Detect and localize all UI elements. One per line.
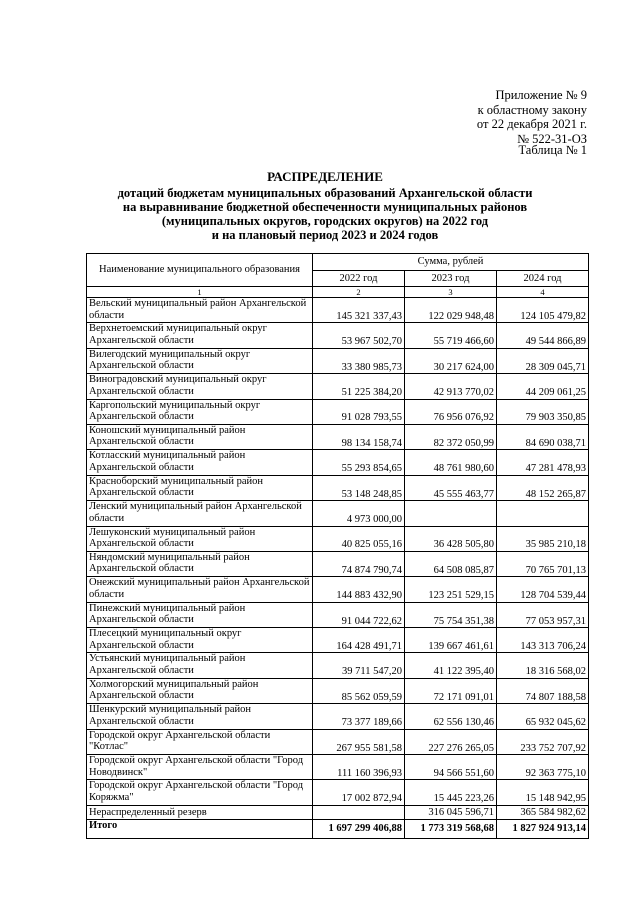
total-2022: 1 697 299 406,88 bbox=[313, 819, 405, 838]
row-name: Вилегодский муниципальный округ Архангельской области bbox=[87, 348, 313, 373]
value-2024: 143 313 706,24 bbox=[497, 628, 589, 653]
value-2023: 30 217 624,00 bbox=[405, 348, 497, 373]
row-name: Пинежский муниципальный район Архангельской области bbox=[87, 602, 313, 627]
row-name: Онежский муниципальный район Архангельской области bbox=[87, 577, 313, 602]
row-name: Ленский муниципальный район Архангельской области bbox=[87, 501, 313, 526]
table-row bbox=[87, 602, 589, 627]
table-row bbox=[87, 323, 589, 348]
value-2023: 72 171 091,01 bbox=[405, 678, 497, 703]
value-2022: 17 002 872,94 bbox=[313, 780, 405, 805]
distribution-table bbox=[86, 253, 589, 839]
value-2023: 139 667 461,61 bbox=[405, 628, 497, 653]
value-2022: 98 134 158,74 bbox=[313, 424, 405, 449]
title-main: РАСПРЕДЕЛЕНИЕ bbox=[267, 169, 383, 184]
value-2022: 39 711 547,20 bbox=[313, 653, 405, 678]
table-row bbox=[87, 348, 589, 373]
value-2023: 62 556 130,46 bbox=[405, 704, 497, 729]
table-row bbox=[87, 653, 589, 678]
value-2023 bbox=[405, 501, 497, 526]
row-name: Котласский муниципальный район Архангельской области bbox=[87, 450, 313, 475]
value-2023: 42 913 770,02 bbox=[405, 374, 497, 399]
column-header-sum: Сумма, рублей bbox=[313, 254, 589, 271]
value-2024: 79 903 350,85 bbox=[497, 399, 589, 424]
table-row bbox=[87, 577, 589, 602]
column-number: 4 bbox=[497, 287, 589, 298]
value-2024: 70 765 701,13 bbox=[497, 551, 589, 576]
value-2022: 53 967 502,70 bbox=[313, 323, 405, 348]
value-2023: 82 372 050,99 bbox=[405, 424, 497, 449]
value-2023: 122 029 948,48 bbox=[405, 298, 497, 323]
value-2022: 85 562 059,59 bbox=[313, 678, 405, 703]
value-2024: 65 932 045,62 bbox=[497, 704, 589, 729]
value-2022: 53 148 248,85 bbox=[313, 475, 405, 500]
row-name: Холмогорский муниципальный район Архангельской области bbox=[87, 678, 313, 703]
table-row bbox=[87, 704, 589, 729]
value-2022: 33 380 985,73 bbox=[313, 348, 405, 373]
table-row bbox=[87, 526, 589, 551]
value-2023: 75 754 351,38 bbox=[405, 602, 497, 627]
table-row bbox=[87, 628, 589, 653]
table-row bbox=[87, 450, 589, 475]
annex-line: от 22 декабря 2021 г. bbox=[476, 117, 587, 131]
value-2022: 91 044 722,62 bbox=[313, 602, 405, 627]
row-name: Коношский муниципальный район Архангельской области bbox=[87, 424, 313, 449]
value-2024 bbox=[497, 501, 589, 526]
value-2024: 365 584 982,62 bbox=[497, 805, 589, 819]
reserve-row bbox=[87, 805, 589, 819]
total-2024: 1 827 924 913,14 bbox=[497, 819, 589, 838]
total-label: Итого bbox=[87, 819, 313, 838]
table-row bbox=[87, 729, 589, 754]
annex-line: к областному закону bbox=[477, 102, 587, 117]
row-name: Плесецкий муниципальный округ Архангельской области bbox=[87, 628, 313, 653]
row-name: Каргопольский муниципальный округ Архангельской области bbox=[87, 399, 313, 424]
title-line: дотаций бюджетам муниципальных образований Архангельской области bbox=[117, 186, 533, 200]
value-2022: 40 825 055,16 bbox=[313, 526, 405, 551]
value-2022: 145 321 337,43 bbox=[313, 298, 405, 323]
value-2024: 77 053 957,31 bbox=[497, 602, 589, 627]
title-line: на выравнивание бюджетной обеспеченности муниципальных районов bbox=[122, 200, 528, 214]
column-header-name: Наименование муниципального образования bbox=[87, 254, 313, 287]
row-name: Шенкурский муниципальный район Архангельской области bbox=[87, 704, 313, 729]
row-name: Верхнетоемский муниципальный округ Архангельской области bbox=[87, 323, 313, 348]
table-row bbox=[87, 424, 589, 449]
title-line: (муниципальных округов, городских округов) на 2022 год bbox=[161, 214, 489, 228]
value-2022: 55 293 854,65 bbox=[313, 450, 405, 475]
value-2024: 18 316 568,02 bbox=[497, 653, 589, 678]
value-2024: 15 148 942,95 bbox=[497, 780, 589, 805]
total-2023: 1 773 319 568,68 bbox=[405, 819, 497, 838]
value-2024: 128 704 539,44 bbox=[497, 577, 589, 602]
value-2023: 316 045 596,71 bbox=[405, 805, 497, 819]
value-2022: 267 955 581,58 bbox=[313, 729, 405, 754]
value-2022: 73 377 189,66 bbox=[313, 704, 405, 729]
table-row bbox=[87, 551, 589, 576]
table-row bbox=[87, 755, 589, 780]
value-2022: 111 160 396,93 bbox=[313, 755, 405, 780]
table-row bbox=[87, 501, 589, 526]
total-row bbox=[87, 819, 589, 838]
column-header-year: 2022 год bbox=[313, 270, 405, 287]
value-2024: 124 105 479,82 bbox=[497, 298, 589, 323]
title-line: и на плановый период 2023 и 2024 годов bbox=[211, 228, 439, 242]
row-name: Городской округ Архангельской области "Котлас" bbox=[87, 729, 313, 754]
column-header-year: 2024 год bbox=[497, 270, 589, 287]
row-name: Устьянский муниципальный район Архангельской области bbox=[87, 653, 313, 678]
value-2023: 15 445 223,26 bbox=[405, 780, 497, 805]
value-2022: 91 028 793,55 bbox=[313, 399, 405, 424]
value-2023: 55 719 466,60 bbox=[405, 323, 497, 348]
value-2022: 51 225 384,20 bbox=[313, 374, 405, 399]
value-2024: 44 209 061,25 bbox=[497, 374, 589, 399]
value-2023: 48 761 980,60 bbox=[405, 450, 497, 475]
row-name: Лешуконский муниципальный район Архангельской области bbox=[87, 526, 313, 551]
value-2022: 144 883 432,90 bbox=[313, 577, 405, 602]
value-2022 bbox=[313, 805, 405, 819]
value-2024: 92 363 775,10 bbox=[497, 755, 589, 780]
value-2024: 48 152 265,87 bbox=[497, 475, 589, 500]
annex-line: № 522-31-ОЗ bbox=[517, 131, 587, 146]
annex-line: Приложение № 9 bbox=[495, 88, 587, 102]
table-number: Таблица № 1 bbox=[518, 143, 587, 157]
value-2024: 74 807 188,58 bbox=[497, 678, 589, 703]
value-2024: 84 690 038,71 bbox=[497, 424, 589, 449]
value-2022: 164 428 491,71 bbox=[313, 628, 405, 653]
column-header-year: 2023 год bbox=[405, 270, 497, 287]
value-2024: 47 281 478,93 bbox=[497, 450, 589, 475]
annex-reference bbox=[427, 88, 587, 146]
value-2023: 76 956 076,92 bbox=[405, 399, 497, 424]
value-2024: 35 985 210,18 bbox=[497, 526, 589, 551]
table-row bbox=[87, 399, 589, 424]
value-2022: 4 973 000,00 bbox=[313, 501, 405, 526]
document-title bbox=[60, 170, 590, 242]
value-2023: 45 555 463,77 bbox=[405, 475, 497, 500]
table-row bbox=[87, 475, 589, 500]
value-2023: 227 276 265,05 bbox=[405, 729, 497, 754]
value-2023: 41 122 395,40 bbox=[405, 653, 497, 678]
row-name: Красноборский муниципальный район Архангельской области bbox=[87, 475, 313, 500]
value-2023: 64 508 085,87 bbox=[405, 551, 497, 576]
column-number: 3 bbox=[405, 287, 497, 298]
value-2024: 28 309 045,71 bbox=[497, 348, 589, 373]
value-2022: 74 874 790,74 bbox=[313, 551, 405, 576]
column-number: 1 bbox=[87, 287, 313, 298]
row-name: Виноградовский муниципальный округ Архангельской области bbox=[87, 374, 313, 399]
row-name: Городской округ Архангельской области "Город Новодвинск" bbox=[87, 755, 313, 780]
value-2023: 36 428 505,80 bbox=[405, 526, 497, 551]
value-2024: 233 752 707,92 bbox=[497, 729, 589, 754]
row-name: Вельский муниципальный район Архангельской области bbox=[87, 298, 313, 323]
table-row bbox=[87, 374, 589, 399]
row-name: Няндомский муниципальный район Архангельской области bbox=[87, 551, 313, 576]
table-row bbox=[87, 678, 589, 703]
row-name: Городской округ Архангельской области "Город Коряжма" bbox=[87, 780, 313, 805]
table-row bbox=[87, 298, 589, 323]
table-row bbox=[87, 780, 589, 805]
value-2024: 49 544 866,89 bbox=[497, 323, 589, 348]
value-2023: 94 566 551,60 bbox=[405, 755, 497, 780]
value-2023: 123 251 529,15 bbox=[405, 577, 497, 602]
row-name: Нераспределенный резерв bbox=[87, 805, 313, 819]
column-number: 2 bbox=[313, 287, 405, 298]
